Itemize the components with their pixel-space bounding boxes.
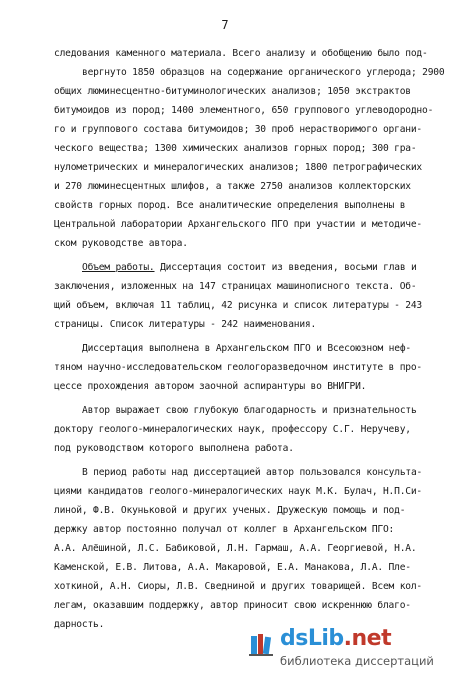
section-lead: Объем работы. (82, 262, 155, 273)
paragraph-acknowledgements (54, 463, 434, 634)
text-line: и 270 люминесцентных шлифов, а также 2750 анализов коллекторских (54, 181, 411, 192)
text-line: легам, оказавшим поддержку, автор приносит свою искреннюю благо- (54, 600, 411, 611)
text-line: следования каменного материала. Всего анализу и обобщению было под- (54, 48, 428, 59)
text-line: хоткиной, А.Н. Сиоры, Л.В. Сведниной и других товарищей. Всем кол- (54, 581, 423, 592)
text-line (54, 258, 434, 277)
text-span: Диссертация состоит из введения, восьми глав и (154, 262, 417, 273)
text-line: заключения, изложенных на 147 страницах машинописного текста. Об- (54, 281, 417, 292)
text-line: Диссертация выполнена в Архангельском ПГО и Всесоюзном неф- (82, 343, 411, 354)
text-line: линой, Ф.В. Окуньковой и других ученых. Дружескую помощь и под- (54, 505, 406, 516)
text-line: общих люминесцентно-битуминологических анализов; 1050 экстрактов (54, 86, 411, 97)
text-line: А.А. Алёшиной, Л.С. Бабиковой, Л.Н. Гармаш, А.А. Георгиевой, Н.А. (54, 543, 417, 554)
text-line: держку автор постоянно получал от коллег в Архангельском ПГО: (54, 524, 395, 535)
text-line: битумоидов из пород; 1400 элементного, 650 группового углеводородно- (54, 105, 434, 116)
dslib-watermark (248, 626, 438, 674)
text-line: доктору геолого-минералогических наук, профессору С.Г. Неручеву, (54, 424, 411, 435)
paragraph-scope (54, 258, 434, 334)
text-line: ческого вещества; 1300 химических анализов горных пород; 300 гра- (54, 143, 417, 154)
paragraph-analysis (54, 44, 445, 253)
text-line: Центральной лаборатории Архангельского ПГО при участии и методиче- (54, 219, 423, 230)
text-line: страницы. Список литературы - 242 наименования. (54, 319, 317, 330)
text-line: ском руководстве автора. (54, 238, 188, 249)
brand-main: dsLib (280, 626, 344, 651)
watermark-brand (280, 626, 391, 651)
text-line: свойств горных пород. Все аналитические определения выполнены в (54, 200, 406, 211)
page-number: 7 (221, 18, 229, 32)
text-line: го и группового состава битумоидов; 30 проб нерастворимого органи- (54, 124, 423, 135)
document-body (54, 44, 445, 634)
text-line: дарность. (54, 619, 105, 630)
paragraph-institution (54, 339, 434, 396)
watermark-caption: библиотека диссертаций (280, 654, 434, 668)
text-line: тяном научно-исследовательском геологоразведочном институте в про- (54, 362, 423, 373)
text-line: цессе прохождения автором заочной аспирантуры во ВНИГРИ. (54, 381, 367, 392)
text-line: под руководством которого выполнена работа. (54, 443, 294, 454)
paragraph-gratitude-supervisor (54, 401, 434, 458)
text-line: нулометрических и минералогических анализов; 1800 петрографических (54, 162, 423, 173)
text-line: циями кандидатов геолого-минералогических наук М.К. Булач, Н.П.Си- (54, 486, 423, 497)
text-line: вергнуто 1850 образцов на содержание органического углерода; 2900 (82, 67, 445, 78)
book-stack-icon (248, 632, 274, 658)
text-line: В период работы над диссертацией автор пользовался консульта- (82, 467, 423, 478)
brand-tail: .net (343, 626, 392, 651)
text-line: щий объем, включая 11 таблиц, 42 рисунка и список литературы - 243 (54, 300, 423, 311)
text-line: Автор выражает свою глубокую благодарность и признательность (82, 405, 417, 416)
text-line: Каменской, Е.В. Литова, А.А. Макаровой, Е.А. Манакова, Л.А. Пле- (54, 562, 411, 573)
